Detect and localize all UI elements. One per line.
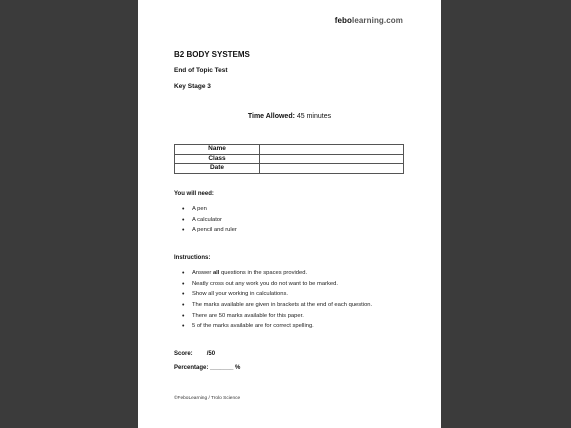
equipment-list: [182, 205, 237, 237]
name-field[interactable]: [260, 145, 404, 155]
list-item: • Neatly cross out any work you do not want to be marked.: [182, 280, 372, 291]
you-will-need-heading: You will need:: [174, 191, 214, 197]
percentage-line: [174, 365, 240, 371]
percentage-value: _______ %: [210, 365, 241, 371]
score-line: [174, 351, 215, 357]
list-item: • Show all your working in calculations.: [182, 290, 372, 301]
time-label: Time Allowed:: [247, 113, 295, 120]
list-item: • The marks available are given in brackets at the end of each question.: [182, 301, 372, 312]
instructions-heading: Instructions:: [174, 255, 211, 261]
student-info-table: [174, 144, 404, 174]
test-subtitle: End of Topic Test: [174, 67, 228, 74]
class-field[interactable]: [260, 154, 404, 164]
brand-logo: [335, 16, 403, 25]
instruction-emphasis: all: [212, 270, 220, 276]
instructions-list: [182, 269, 372, 333]
brand-suffix: learning.com: [352, 16, 403, 25]
brand-name: febo: [334, 16, 352, 25]
table-row: [175, 164, 404, 174]
score-label: Score:: [174, 351, 193, 357]
date-field[interactable]: [260, 164, 404, 174]
document-page: [138, 0, 441, 428]
list-item: • 5 of the marks available are for correct spelling.: [182, 322, 372, 333]
time-value: 45 minutes: [296, 113, 332, 120]
table-row: [175, 145, 404, 155]
percentage-label: Percentage:: [174, 365, 209, 371]
score-value: /50: [206, 351, 216, 357]
name-label: Name: [175, 145, 260, 155]
instruction-text: questions in the spaces provided.: [219, 270, 308, 276]
instruction-text: Answer: [192, 270, 213, 276]
class-label: Class: [175, 154, 260, 164]
list-item: [182, 269, 372, 280]
list-item: • A pencil and ruler: [182, 226, 237, 237]
list-item: • A calculator: [182, 216, 237, 227]
key-stage: Key Stage 3: [174, 83, 211, 90]
table-row: [175, 154, 404, 164]
copyright-footer: ©FeboLearning / Trolo Science: [174, 396, 241, 401]
page-title: B2 BODY SYSTEMS: [174, 50, 250, 59]
date-label: Date: [175, 164, 260, 174]
list-item: • A pen: [182, 205, 237, 216]
list-item: • There are 50 marks available for this paper.: [182, 312, 372, 323]
time-allowed: [138, 113, 441, 120]
